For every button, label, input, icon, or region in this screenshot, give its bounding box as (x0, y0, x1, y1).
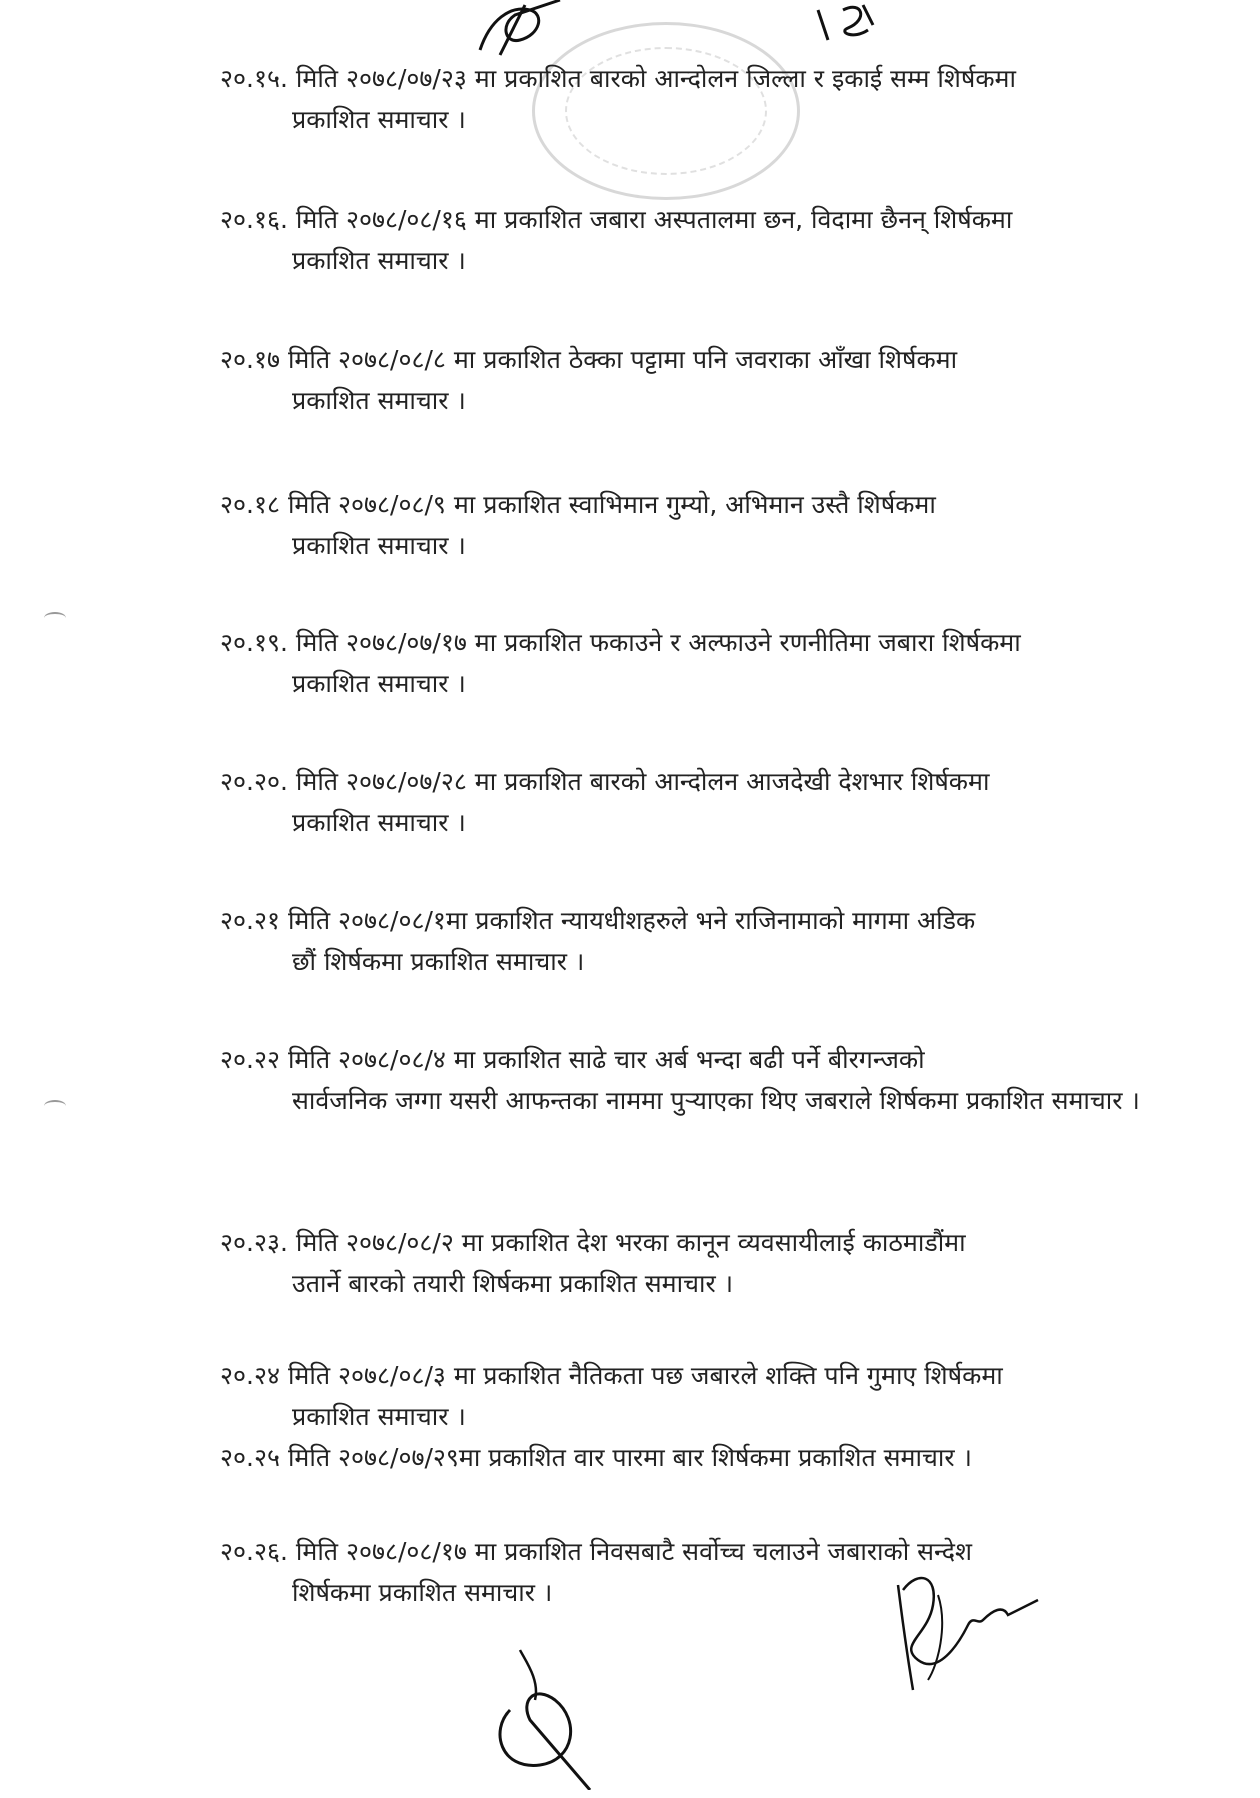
list-item: २०.२५ मिति २०७८/०७/२९मा प्रकाशित वार पारमा बार शिर्षकमा प्रकाशित समाचार । (220, 1443, 972, 1472)
handwritten-signature-left (480, 1640, 610, 1790)
top-initials-signature (470, 0, 580, 60)
list-item: २०.२४ मिति २०७८/०८/३ मा प्रकाशित नैतिकता पछ जबारले शक्ति पनि गुमाए शिर्षकमा प्रकाशित समाचार । (220, 1361, 1003, 1431)
list-item: २०.२०. मिति २०७८/०७/२८ मा प्रकाशित बारको आन्दोलन आजदेखी देशभार शिर्षकमा प्रकाशित समाचार । (220, 767, 990, 837)
list-item: २०.२२ मिति २०७८/०८/४ मा प्रकाशित साढे चार अर्ब भन्दा बढी पर्ने बीरगन्जको सार्वजनिक जग्गा यसरी आफन्तका नाममा पुऱ्याएका थिए जबराले शिर्षकमा प्रकाशित समाचार । (220, 1045, 1140, 1115)
list-item: २०.१८ मिति २०७८/०८/९ मा प्रकाशित स्वाभिमान गुम्यो, अभिमान उस्तै शिर्षकमा प्रकाशित समाचार । (220, 490, 936, 560)
list-item: २०.२६. मिति २०७८/०८/१७ मा प्रकाशित निवसबाटै सर्वोच्च चलाउने जबाराको सन्देश शिर्षकमा प्रकाशित समाचार । (220, 1537, 973, 1607)
margin-mark (44, 612, 66, 624)
list-item: २०.१६. मिति २०७८/०८/१६ मा प्रकाशित जबारा अस्पतालमा छन, विदामा छैनन् शिर्षकमा प्रकाशित समाचार । (220, 205, 1013, 275)
list-item: २०.१५. मिति २०७८/०७/२३ मा प्रकाशित बारको आन्दोलन जिल्ला र इकाई सम्म शिर्षकमा प्रकाशित समाचार । (220, 64, 1016, 134)
handwritten-signature-right (878, 1565, 1048, 1695)
list-item: २०.१७ मिति २०७८/०८/८ मा प्रकाशित ठेक्का पट्टामा पनि जवराका आँखा शिर्षकमा प्रकाशित समाचार । (220, 345, 958, 415)
list-item: २०.१९. मिति २०७८/०७/१७ मा प्रकाशित फकाउने र अल्फाउने रणनीतिमा जबारा शिर्षकमा प्रकाशित समाचार । (220, 628, 1021, 698)
list-item: २०.२१ मिति २०७८/०८/१मा प्रकाशित न्यायधीशहरुले भने राजिनामाको मागमा अडिक छौं शिर्षकमा प्रकाशित समाचार । (220, 906, 976, 976)
list-item: २०.२३. मिति २०७८/०८/२ मा प्रकाशित देश भरका कानून व्यवसायीलाई काठमाडौंमा उतार्ने बारको तयारी शिर्षकमा प्रकाशित समाचार । (220, 1228, 966, 1298)
top-page-mark (808, 0, 888, 50)
margin-mark (44, 1100, 66, 1112)
